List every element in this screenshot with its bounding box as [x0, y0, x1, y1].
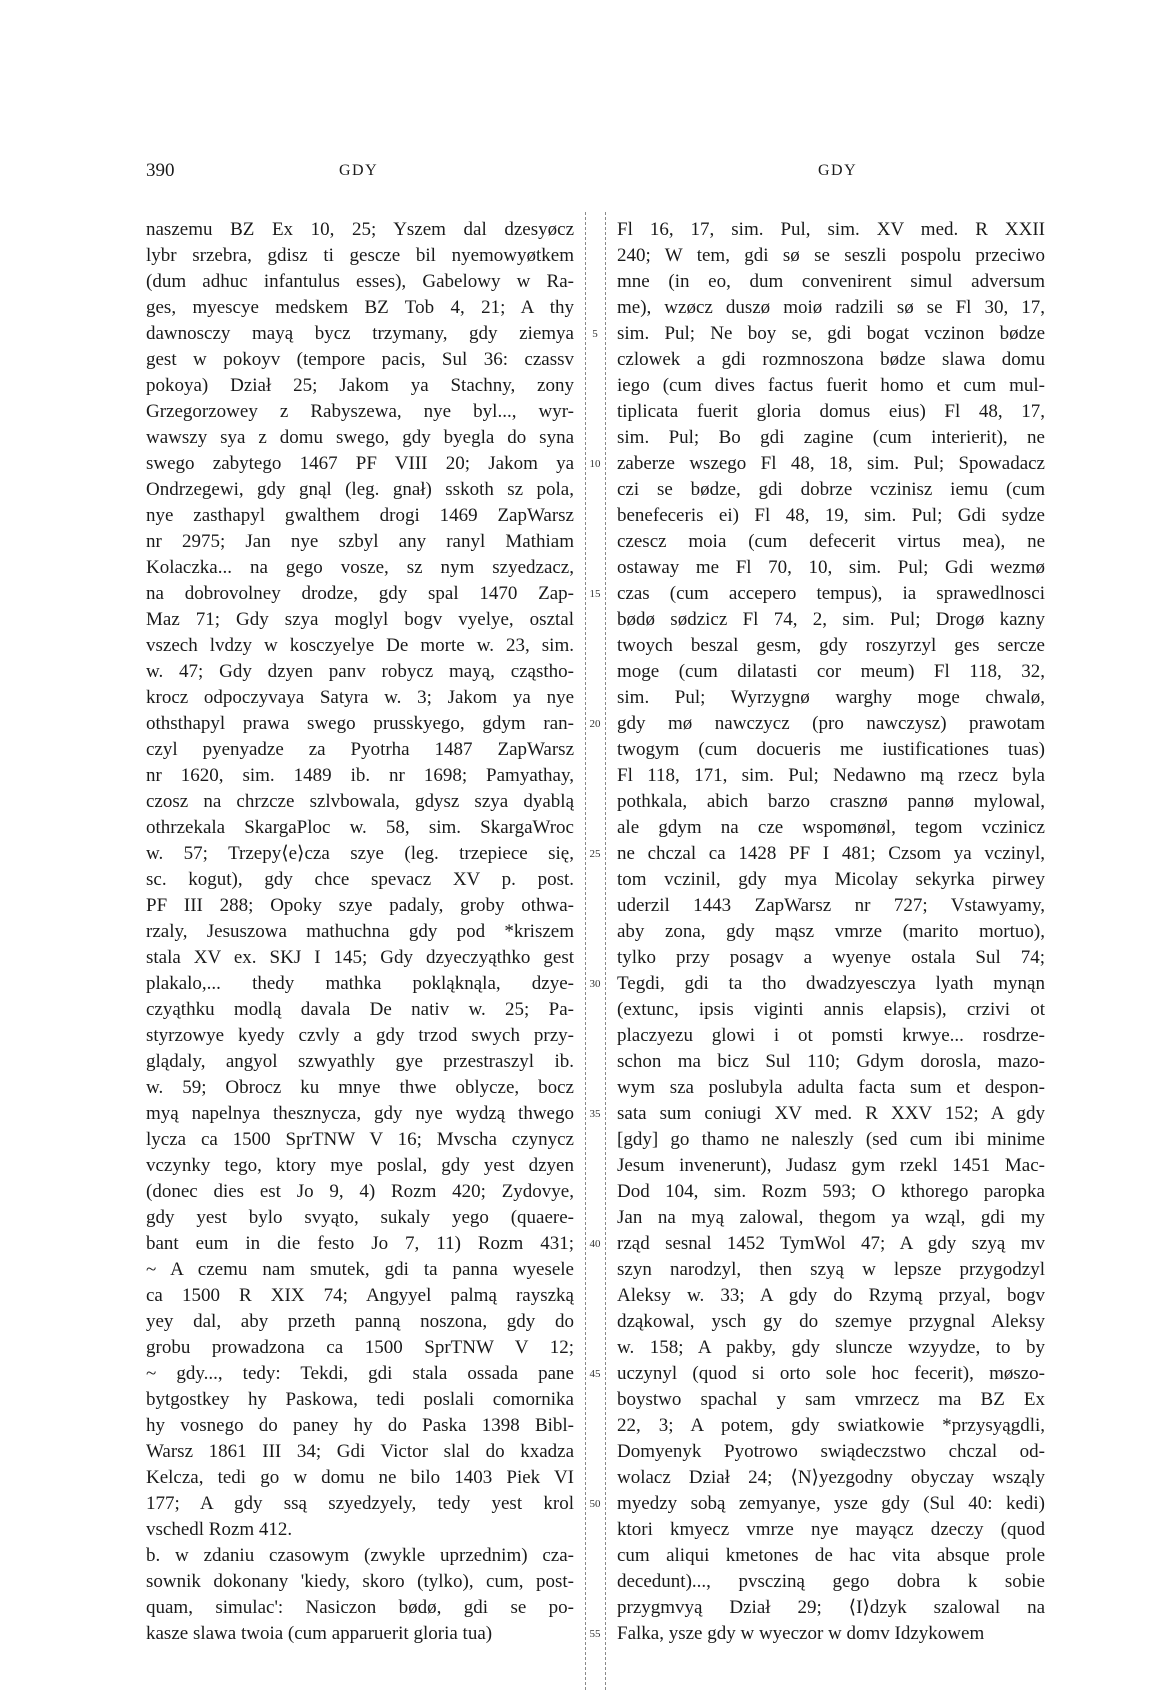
text-line: ale gdym na cze wspomønøl, tegom vczinicz [617, 817, 1045, 838]
text-line: sc. kogut), gdy chce spevacz XV p. post. [146, 869, 574, 890]
text-line: twogym (cum docueris me iustificationes tuas) [617, 739, 1045, 760]
text-line: yey dal, aby przeth panną noszona, gdy do [146, 1311, 574, 1332]
text-line: uderzil 1443 ZapWarsz nr 727; Vstawyamy, [617, 895, 1045, 916]
text-line: (dum adhuc infantulus esses), Gabelowy w Ra- [146, 271, 574, 292]
line-number: 35 [589, 1108, 601, 1120]
text-line: [gdy] go thamo ne naleszly (sed cum ibi minime [617, 1129, 1045, 1150]
text-line: gdy yest bylo svyąto, sukaly yego (quaere- [146, 1207, 574, 1228]
column-rule-left [585, 212, 586, 1690]
text-line: bant eum in die festo Jo 7, 11) Rozm 431; [146, 1233, 574, 1254]
line-number: 5 [592, 328, 598, 340]
line-number: 15 [589, 588, 601, 600]
text-line: plakalo,... thedy mathka pokląknąla, dzye- [146, 973, 574, 994]
line-number: 20 [589, 718, 601, 730]
text-line: decedunt)..., pvscziną gego dobra k sobie [617, 1571, 1045, 1592]
text-line: moge (cum dilatasti cor meum) Fl 118, 32, [617, 661, 1045, 682]
text-line: iego (cum dives factus fuerit homo et cum mul- [617, 375, 1045, 396]
text-line: bytgostkey hy Paskowa, tedi poslali comornika [146, 1389, 574, 1410]
text-line: przygmvyą Dział 29; ⟨I⟩dzyk szalowal na [617, 1597, 1045, 1618]
line-number: 40 [589, 1238, 601, 1250]
text-line: nye zasthapyl gwalthem drogi 1469 ZapWarsz [146, 505, 574, 526]
text-line: nr 2975; Jan nye szbyl any ranyl Mathiam [146, 531, 574, 552]
left-column [146, 217, 574, 1647]
text-line: twoych beszal gesm, gdy roszyrzyl ges sercze [617, 635, 1045, 656]
text-line: tylko przy posagv a wyenye ostala Sul 74; [617, 947, 1045, 968]
right-column [617, 217, 1045, 1647]
text-line: w. 47; Gdy dzyen panv robycz mayą, cząstho- [146, 661, 574, 682]
text-line: czas (cum accepero tempus), ia sprawedlnosci [617, 583, 1045, 604]
text-line: myą napelnya thesznycza, gdy nye wydzą thwego [146, 1103, 574, 1124]
text-line: myedzy sobą zemyanye, ysze gdy (Sul 40: kedi) [617, 1493, 1045, 1514]
text-line: vszech lvdzy w kosczyelye De morte w. 23, sim. [146, 635, 574, 656]
text-line: lycza ca 1500 SprTNW V 16; Mvscha czynycz [146, 1129, 574, 1150]
text-line: w. 57; Trzepy⟨e⟩cza szye (leg. trzepiece się, [146, 843, 574, 864]
line-number: 30 [589, 978, 601, 990]
text-line: othsthapyl prawa swego prusskyego, gdym ran- [146, 713, 574, 734]
text-line: glądaly, angyol szwyathly gye przestraszyl ib. [146, 1051, 574, 1072]
text-line: Dod 104, sim. Rozm 593; O kthorego paropka [617, 1181, 1045, 1202]
text-line: ~ gdy..., tedy: Tekdi, gdi stala ossada pane [146, 1363, 574, 1384]
text-line: sim. Pul; Ne boy se, gdi bogat vczinon bødze [617, 323, 1045, 344]
line-number: 10 [589, 458, 601, 470]
text-line: hy vosnego do paney hy do Paska 1398 Bibl- [146, 1415, 574, 1436]
text-line: Jesum invenerunt), Judasz gym rzekl 1451 Mac- [617, 1155, 1045, 1176]
text-line: rząd sesnal 1452 TymWol 47; A gdy szyą mv [617, 1233, 1045, 1254]
text-line: czyl pyenyadze za Pyotrha 1487 ZapWarsz [146, 739, 574, 760]
text-line: Maz 71; Gdy szya moglyl bogv vyelye, osztal [146, 609, 574, 630]
page-number: 390 [146, 160, 175, 181]
text-line: naszemu BZ Ex 10, 25; Yszem dal dzesyøcz [146, 219, 574, 240]
text-line: bødø sødzicz Fl 74, 2, sim. Pul; Drogø kazny [617, 609, 1045, 630]
text-line: styrzowye kyedy czvly a gdy trzod swych przy- [146, 1025, 574, 1046]
page-header [0, 160, 1162, 190]
text-line: pothkala, abich barzo crasznø pannø mylowal, [617, 791, 1045, 812]
text-line: Falka, ysze gdy w wyeczor w domv Idzykowem [617, 1623, 985, 1644]
text-line: dząkowal, ysch gy do szemye przygnal Aleksy [617, 1311, 1045, 1332]
line-number: 55 [589, 1628, 601, 1640]
text-line: Aleksy w. 33; A gdy do Rzymą przyal, bogv [617, 1285, 1045, 1306]
text-line: vczynky tego, ktory mye poslal, gdy yest dzyen [146, 1155, 574, 1176]
text-line: gdy mø nawczycz (pro nawczysz) prawotam [617, 713, 1045, 734]
text-line: na dobrovolney drodze, gdy spal 1470 Zap- [146, 583, 574, 604]
text-line: nr 1620, sim. 1489 ib. nr 1698; Pamyathay, [146, 765, 574, 786]
text-line: czyąthku modlą davala De nativ w. 25; Pa- [146, 999, 574, 1020]
text-line: sata sum coniugi XV med. R XXV 152; A gdy [617, 1103, 1045, 1124]
text-line: Fl 16, 17, sim. Pul, sim. XV med. R XXII [617, 219, 1045, 240]
running-head-right: GDY [818, 162, 858, 179]
text-line: Grzegorzowey z Rabyszewa, nye byl..., wyr- [146, 401, 574, 422]
running-head-left: GDY [339, 162, 379, 179]
line-number: 45 [589, 1368, 601, 1380]
text-line: 177; A gdy ssą szyedzyely, tedy yest krol [146, 1493, 574, 1514]
text-line: wolacz Dział 24; ⟨N⟩yezgodny obyczay wsząly [617, 1467, 1045, 1488]
text-line: lybr srzebra, gdisz ti gescze bil nyemowyøtkem [146, 245, 574, 266]
text-line: Warsz 1861 III 34; Gdi Victor slal do kxadza [146, 1441, 574, 1462]
text-line: ne chczal ca 1428 PF I 481; Czsom ya vczinyl, [617, 843, 1045, 864]
text-line: quam, simulac': Nasiczon bødø, gdi se po- [146, 1597, 574, 1618]
text-line: stala XV ex. SKJ I 145; Gdy dzyeczyąthko gest [146, 947, 574, 968]
text-line: 240; W tem, gdi sø se seszli pospolu przeciwo [617, 245, 1045, 266]
text-line: czlowek a gdi rozmnoszona bødze slawa domu [617, 349, 1045, 370]
text-line: Ondrzegewi, gdy gnąl (leg. gnał) sskoth sz pola, [146, 479, 574, 500]
text-line: pokoya) Dział 25; Jakom ya Stachny, zony [146, 375, 574, 396]
text-line: gest w pokoyv (tempore pacis, Sul 36: czassv [146, 349, 574, 370]
text-line: kasze slawa twoia (cum apparuerit gloria tua) [146, 1623, 493, 1644]
text-line: uczynyl (quod si orto sole hoc fecerit), møszo- [617, 1363, 1045, 1384]
text-line: w. 59; Obrocz ku mnye thwe oblycze, bocz [146, 1077, 574, 1098]
text-line: boystwo spachal y sam vmrzecz ma BZ Ex [617, 1389, 1045, 1410]
text-line: ~ A czemu nam smutek, gdi ta panna wyesele [146, 1259, 574, 1280]
text-line: swego zabytego 1467 PF VIII 20; Jakom ya [146, 453, 574, 474]
column-rule-right [605, 212, 606, 1690]
text-line: PF III 288; Opoky szye padaly, groby othwa- [146, 895, 574, 916]
text-line: w. 158; A pakby, gdy sluncze wzyydze, to by [617, 1337, 1045, 1358]
text-line: dawnosczy mayą bycz trzymany, gdy ziemya [146, 323, 574, 344]
text-line: Tegdi, gdi ta tho dwadzyesczya lyath mynąn [617, 973, 1045, 994]
text-line: wym sza poslubyla adulta facta sum et despon- [617, 1077, 1045, 1098]
text-line: zaberze wszego Fl 48, 18, sim. Pul; Spowadacz [617, 453, 1045, 474]
text-line: wawszy sya z domu swego, gdy byegla do syna [146, 427, 574, 448]
text-line: Domyenyk Pyotrowo swiądeczstwo chczal od- [617, 1441, 1045, 1462]
text-line: (donec dies est Jo 9, 4) Rozm 420; Zydovye, [146, 1181, 574, 1202]
text-line: ostaway me Fl 70, 10, sim. Pul; Gdi wezmø [617, 557, 1045, 578]
text-line: b. w zdaniu czasowym (zwykle uprzednim) cza- [146, 1545, 574, 1566]
text-line: 22, 3; A potem, gdy swiatkowie *przysyągdli, [617, 1415, 1045, 1436]
text-line: Jan na myą zalowal, thegom ya wząl, gdi my [617, 1207, 1045, 1228]
text-line: mne (in eo, dum convenirent simul adversum [617, 271, 1045, 292]
text-line: (extunc, ipsis viginti annis elapsis), crzivi ot [617, 999, 1045, 1020]
text-line: me), wzøcz duszø moiø radzili sø se Fl 30, 17, [617, 297, 1045, 318]
text-line: aby zona, gdy mąsz vmrze (marito mortuo), [617, 921, 1045, 942]
text-line: grobu prowadzona ca 1500 SprTNW V 12; [146, 1337, 574, 1358]
text-line: Kelcza, tedi go w domu ne bilo 1403 Piek VI [146, 1467, 574, 1488]
text-line: krocz odpoczyvaya Satyra w. 3; Jakom ya nye [146, 687, 574, 708]
line-number: 50 [589, 1498, 601, 1510]
text-line: placzyezu glowi i ot pomsti krwye... rosdrze- [617, 1025, 1045, 1046]
text-line: czi se bødze, gdi dobrze vczinisz iemu (cum [617, 479, 1045, 500]
text-line: szyn narodzyl, then szyą w lepsze przygodzyl [617, 1259, 1045, 1280]
text-line: cum aliqui kmetones de hac vita absque prole [617, 1545, 1045, 1566]
text-line: czescz moia (cum defecerit virtus mea), ne [617, 531, 1045, 552]
text-line: Kolaczka... na gego vosze, sz nym szyedzacz, [146, 557, 574, 578]
text-line: benefeceris ei) Fl 48, 19, sim. Pul; Gdi sydze [617, 505, 1045, 526]
text-line: ca 1500 R XIX 74; Angyyel palmą rayszką [146, 1285, 574, 1306]
text-line: schon ma bicz Sul 110; Gdym dorosla, mazo- [617, 1051, 1045, 1072]
text-line: tom vczinil, gdy mya Micolay sekyrka pirwey [617, 869, 1045, 890]
text-line: tiplicata fuerit gloria domus eius) Fl 48, 17, [617, 401, 1045, 422]
text-line: ktori kmyecz vmrze nye mayącz dzeczy (quod [617, 1519, 1045, 1540]
text-line: ges, myescye medskem BZ Tob 4, 21; A thy [146, 297, 574, 318]
line-number: 25 [589, 848, 601, 860]
text-line: sim. Pul; Wyrzygnø warghy moge chwalø, [617, 687, 1045, 708]
text-line: sim. Pul; Bo gdi zagine (cum interierit), ne [617, 427, 1045, 448]
text-line: vschedl Rozm 412. [146, 1519, 293, 1540]
text-line: rzaly, Jesuszowa mathuchna gdy pod *kriszem [146, 921, 574, 942]
text-line: czosz na chrzcze szlvbowala, gdysz szya dyablą [146, 791, 574, 812]
text-line: sownik dokonany 'kiedy, skoro (tylko), cum, post- [146, 1571, 574, 1592]
text-line: othrzekala SkargaPloc w. 58, sim. SkargaWroc [146, 817, 574, 838]
text-line: Fl 118, 171, sim. Pul; Nedawno mą rzecz byla [617, 765, 1045, 786]
